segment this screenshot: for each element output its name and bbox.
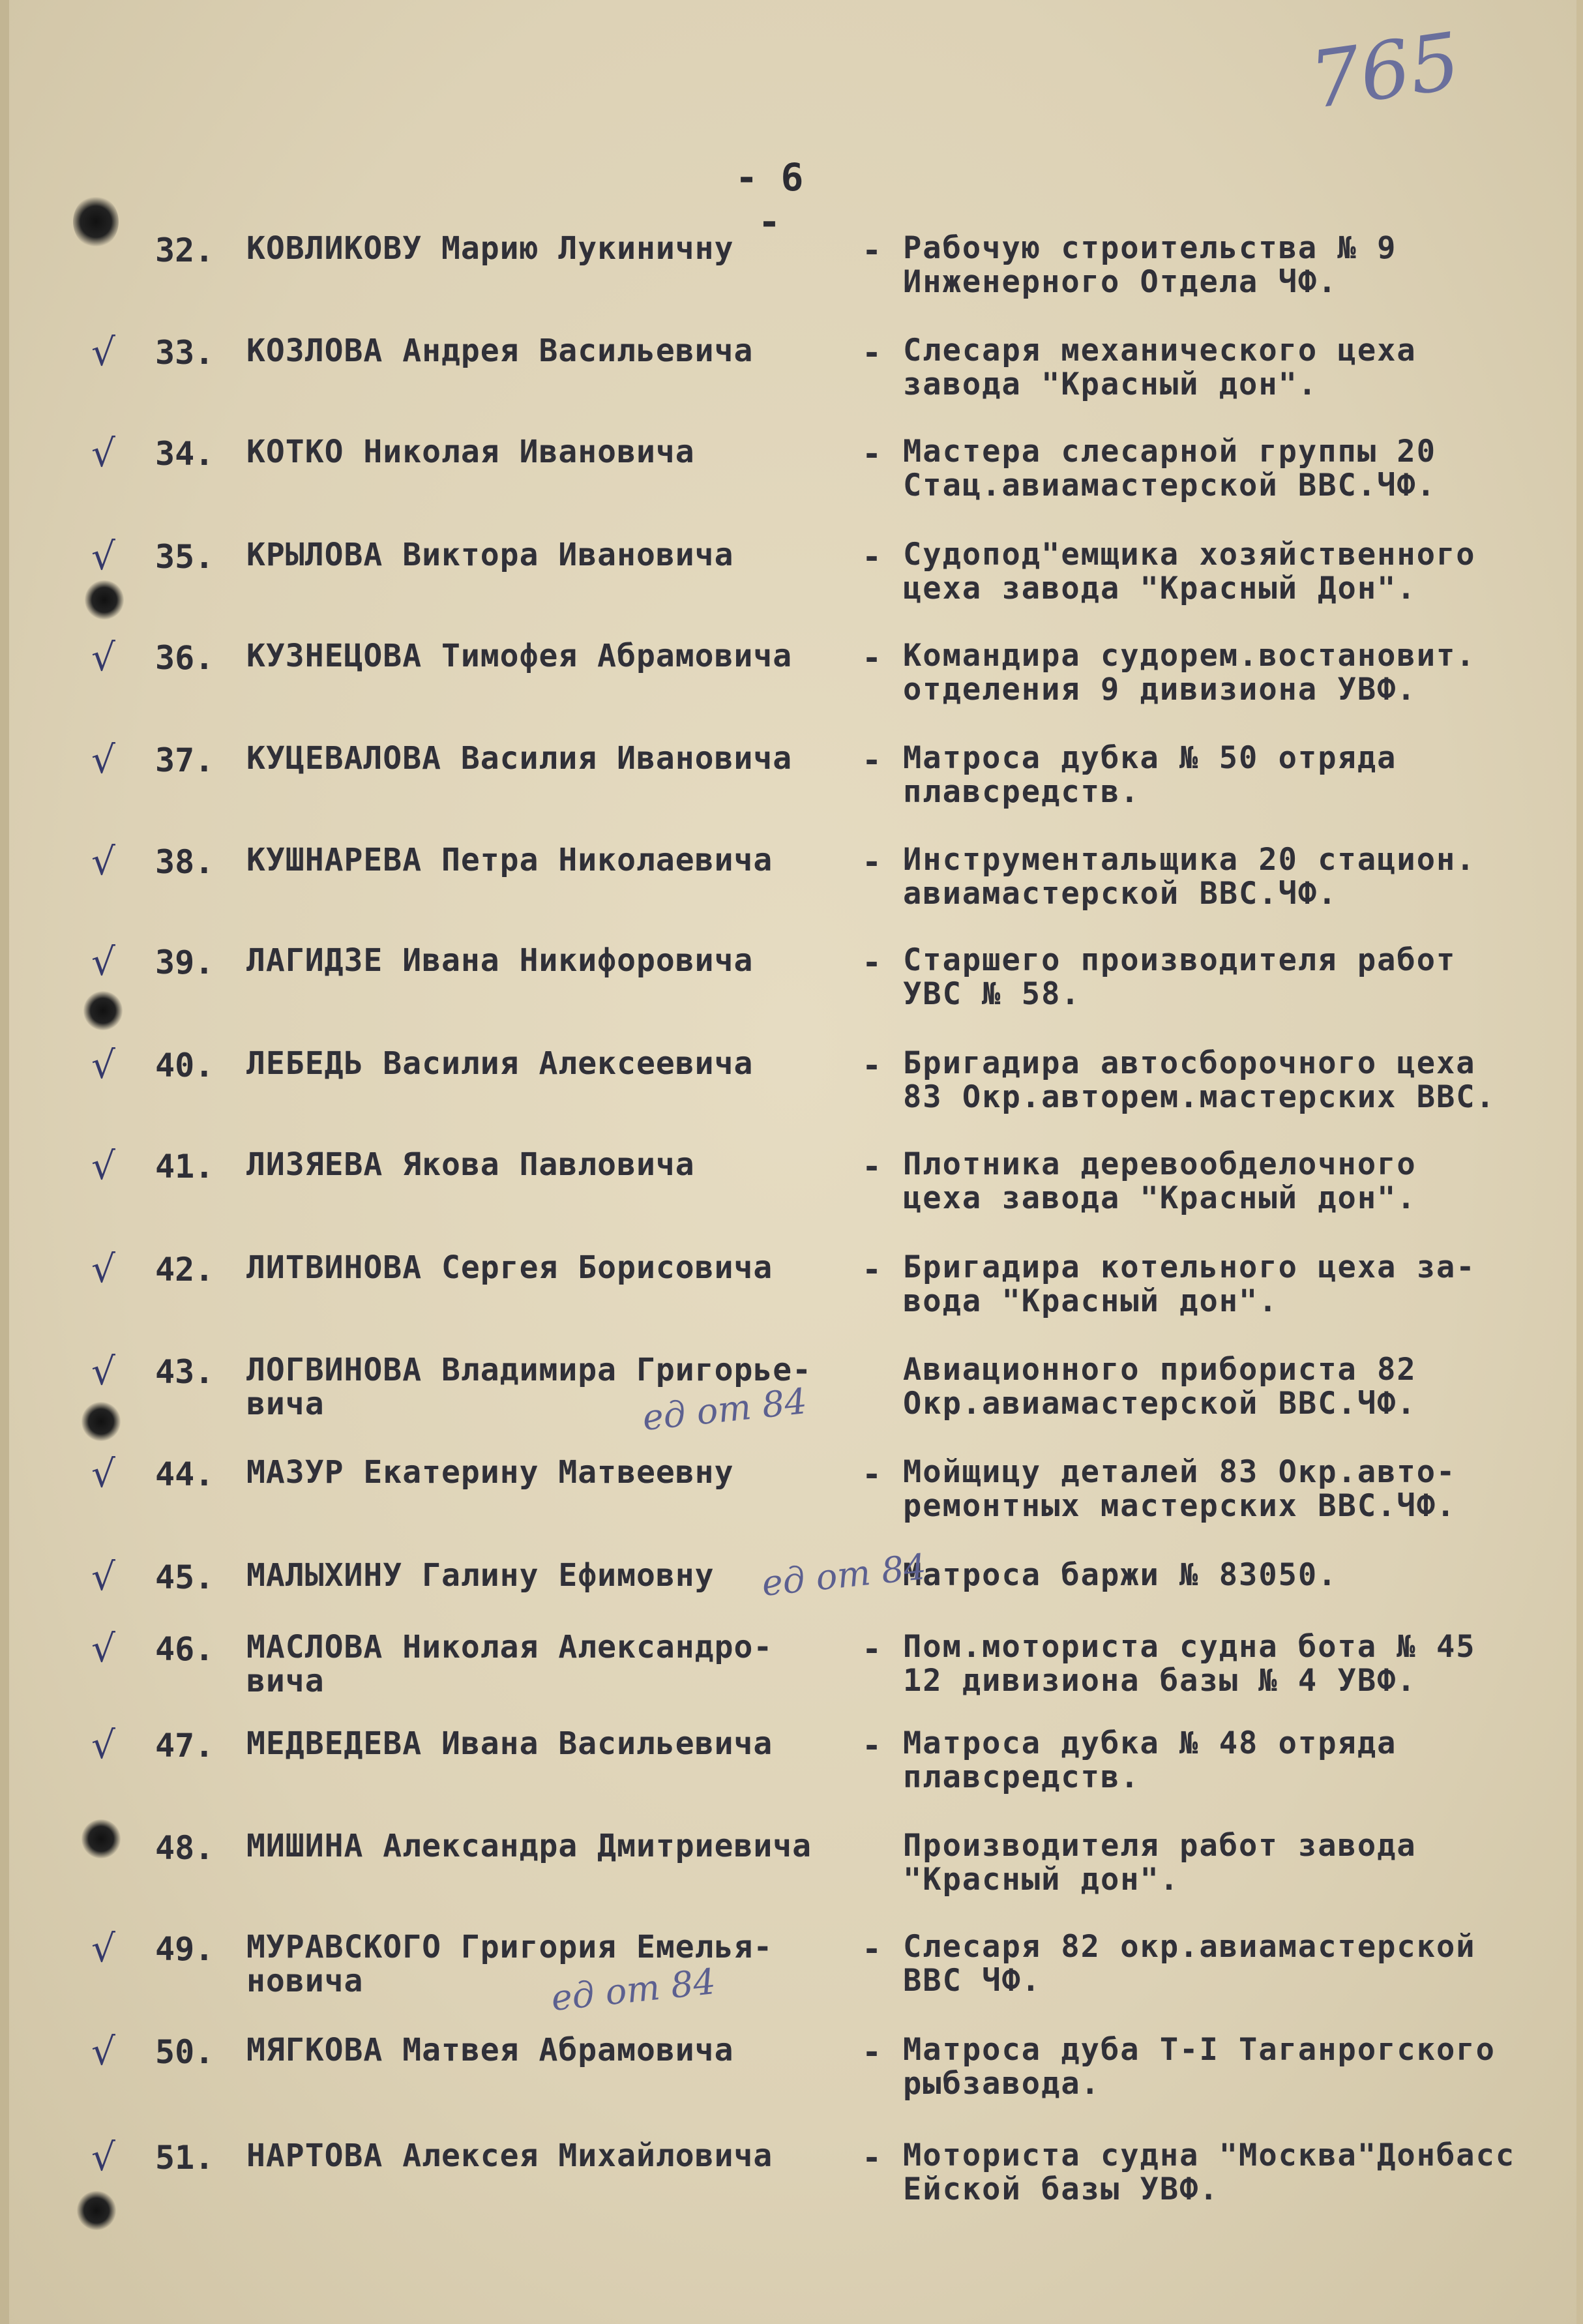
entry-number: 46. bbox=[155, 1630, 215, 1668]
entry-number: 44. bbox=[155, 1455, 215, 1493]
entry-description: Старшего производителя работ УВС № 58. bbox=[903, 942, 1457, 1012]
entry-description: Инструментальщика 20 стацион. авиамастерской ВВС.ЧФ. bbox=[903, 842, 1476, 912]
entry-name: КУШНАРЕВА Петра Николаевича bbox=[246, 842, 773, 878]
entry-dash: - bbox=[862, 538, 882, 576]
entry-name: ЛЕБЕДЬ Василия Алексеевича bbox=[246, 1045, 754, 1082]
entry-number: 36. bbox=[155, 639, 215, 677]
check-mark: √ bbox=[91, 2029, 115, 2074]
archive-page-number: 765 bbox=[1305, 16, 1466, 127]
entry-name: КОТКО Николая Ивановича bbox=[246, 434, 695, 470]
entry-description: Бригадира котельного цеха за- вода "Красный дон". bbox=[903, 1249, 1476, 1319]
entry-dash: - bbox=[862, 1455, 882, 1493]
page-number: - 6 - bbox=[735, 155, 804, 244]
entry-dash: - bbox=[862, 1930, 882, 1968]
entry-description: Моториста судна "Москва"Донбасс Ейской базы УВФ. bbox=[903, 2138, 1516, 2207]
entry-dash: - bbox=[862, 741, 882, 779]
entry-number: 33. bbox=[155, 334, 215, 372]
entry-name: КРЫЛОВА Виктора Ивановича bbox=[246, 537, 734, 573]
entry-description: Матроса баржи № 83050. bbox=[903, 1557, 1338, 1593]
entry-name: КУЗНЕЦОВА Тимофея Абрамовича bbox=[246, 638, 793, 674]
entry-name: МИШИНА Александра Дмитриевича bbox=[246, 1828, 812, 1864]
entry-description: Матроса дубка № 48 отряда плавсредств. bbox=[903, 1725, 1397, 1795]
entry-number: 39. bbox=[155, 944, 215, 981]
check-mark: √ bbox=[91, 839, 115, 884]
entry-37 bbox=[0, 737, 1583, 833]
entry-description: Матроса дубка № 50 отряда плавсредств. bbox=[903, 740, 1397, 810]
entry-description: Рабочую строительства № 9 Инженерного Отдела ЧФ. bbox=[903, 230, 1397, 300]
check-mark: √ bbox=[91, 1452, 115, 1496]
entry-38 bbox=[0, 839, 1583, 934]
check-mark: √ bbox=[91, 2135, 115, 2179]
entry-name: МЯГКОВА Матвея Абрамовича bbox=[246, 2032, 734, 2068]
entry-description: Плотника деревообделочного цеха завода "Красный дон". bbox=[903, 1146, 1417, 1216]
entry-40 bbox=[0, 1043, 1583, 1138]
entry-number: 34. bbox=[155, 435, 215, 473]
entry-number: 37. bbox=[155, 741, 215, 779]
entry-description: Мойщицу деталей 83 Окр.авто- ремонтных мастерских ВВС.ЧФ. bbox=[903, 1454, 1457, 1524]
entry-number: 48. bbox=[155, 1829, 215, 1867]
entry-32 bbox=[0, 231, 1583, 323]
entry-description: Бригадира автосборочного цеха 83 Окр.авторем.мастерских ВВС. bbox=[903, 1045, 1496, 1115]
entry-name: МАСЛОВА Николая Александро- вича bbox=[246, 1629, 773, 1699]
handwritten-note: ед от 84 bbox=[549, 1960, 718, 2019]
entry-dash: - bbox=[862, 1727, 882, 1765]
entry-number: 40. bbox=[155, 1047, 215, 1084]
entry-41 bbox=[0, 1144, 1583, 1239]
entry-description: Слесаря 82 окр.авиамастерской ВВС ЧФ. bbox=[903, 1929, 1476, 1999]
entry-35 bbox=[0, 534, 1583, 629]
check-mark: √ bbox=[91, 1349, 115, 1393]
entry-number: 50. bbox=[155, 2033, 215, 2071]
handwritten-note: ед от 84 bbox=[760, 1545, 928, 1605]
entry-name: КУЦЕВАЛОВА Василия Ивановича bbox=[246, 740, 793, 777]
entry-description: Производителя работ завода "Красный дон". bbox=[903, 1828, 1417, 1898]
entry-dash: - bbox=[862, 435, 882, 473]
handwritten-note: ед от 84 bbox=[640, 1380, 809, 1439]
entry-description: Слесаря механического цеха завода "Красный дон". bbox=[903, 333, 1417, 402]
check-mark: √ bbox=[91, 635, 115, 679]
check-mark: √ bbox=[91, 1043, 115, 1087]
entry-39 bbox=[0, 940, 1583, 1035]
entry-name: КОЗЛОВА Андрея Васильевича bbox=[246, 333, 754, 369]
entry-description: Командира судорем.востановит. отделения 9 дивизиона УВФ. bbox=[903, 638, 1476, 708]
entry-49 bbox=[0, 1926, 1583, 2021]
entry-description: Матроса дуба Т-I Таганрогского рыбзавода. bbox=[903, 2032, 1496, 2102]
entry-dash: - bbox=[862, 1630, 882, 1668]
entry-name: МЕДВЕДЕВА Ивана Васильевича bbox=[246, 1725, 773, 1762]
entry-name: МУРАВСКОГО Григория Емелья- новича bbox=[246, 1929, 773, 1999]
entry-33 bbox=[0, 330, 1583, 425]
entry-description: Пом.моториста судна бота № 45 12 дивизиона базы № 4 УВФ. bbox=[903, 1629, 1476, 1699]
entry-43 bbox=[0, 1349, 1583, 1444]
entry-name: ЛИТВИНОВА Сергея Борисовича bbox=[246, 1249, 773, 1286]
entry-46 bbox=[0, 1626, 1583, 1721]
check-mark: √ bbox=[91, 1926, 115, 1971]
entry-dash: - bbox=[862, 231, 882, 269]
entry-number: 41. bbox=[155, 1148, 215, 1185]
entry-34 bbox=[0, 431, 1583, 526]
entry-name: ЛИЗЯЕВА Якова Павловича bbox=[246, 1146, 695, 1183]
entry-number: 43. bbox=[155, 1353, 215, 1391]
entry-number: 32. bbox=[155, 231, 215, 269]
entry-36 bbox=[0, 635, 1583, 730]
entry-name: ЛАГИДЗЕ Ивана Никифоровича bbox=[246, 942, 754, 979]
entry-name: НАРТОВА Алексея Михайловича bbox=[246, 2138, 773, 2174]
entry-48 bbox=[0, 1829, 1583, 1920]
entry-44 bbox=[0, 1452, 1583, 1547]
entry-47 bbox=[0, 1723, 1583, 1818]
entry-number: 38. bbox=[155, 843, 215, 881]
entry-dash: - bbox=[862, 639, 882, 677]
entry-dash: - bbox=[862, 1251, 882, 1289]
entry-dash: - bbox=[862, 944, 882, 981]
entry-number: 45. bbox=[155, 1558, 215, 1596]
entry-42 bbox=[0, 1247, 1583, 1342]
entry-dash: - bbox=[862, 1047, 882, 1084]
check-mark: √ bbox=[91, 330, 115, 374]
entry-name: МАЗУР Екатерину Матвеевну bbox=[246, 1454, 734, 1491]
entry-dash: - bbox=[862, 2033, 882, 2071]
check-mark: √ bbox=[91, 534, 115, 578]
check-mark: √ bbox=[91, 431, 115, 475]
entry-description: Авиационного прибориста 82 Окр.авиамастерской ВВС.ЧФ. bbox=[903, 1352, 1417, 1422]
entry-dash: - bbox=[862, 843, 882, 881]
entry-dash: - bbox=[862, 1148, 882, 1185]
check-mark: √ bbox=[91, 1247, 115, 1291]
check-mark: √ bbox=[91, 1144, 115, 1188]
check-mark: √ bbox=[91, 1723, 115, 1767]
entry-dash: - bbox=[862, 2139, 882, 2177]
entry-dash: - bbox=[862, 334, 882, 372]
entry-number: 49. bbox=[155, 1930, 215, 1968]
entry-name: МАЛЫХИНУ Галину Ефимовну bbox=[246, 1557, 715, 1594]
check-mark: √ bbox=[91, 737, 115, 782]
entry-description: Мастера слесарной группы 20 Стац.авиамастерской ВВС.ЧФ. bbox=[903, 434, 1437, 503]
entry-50 bbox=[0, 2029, 1583, 2124]
entry-51 bbox=[0, 2135, 1583, 2230]
check-mark: √ bbox=[91, 1555, 115, 1599]
entry-number: 42. bbox=[155, 1251, 215, 1289]
entry-name: КОВЛИКОВУ Марию Лукиничну bbox=[246, 230, 734, 267]
check-mark: √ bbox=[91, 1626, 115, 1671]
entry-name: ЛОГВИНОВА Владимира Григорье- вича bbox=[246, 1352, 812, 1422]
check-mark: √ bbox=[91, 940, 115, 984]
entry-number: 47. bbox=[155, 1727, 215, 1765]
entry-number: 51. bbox=[155, 2139, 215, 2177]
entry-number: 35. bbox=[155, 538, 215, 576]
entry-description: Судопод"емщика хозяйственного цеха завода "Красный Дон". bbox=[903, 537, 1476, 606]
